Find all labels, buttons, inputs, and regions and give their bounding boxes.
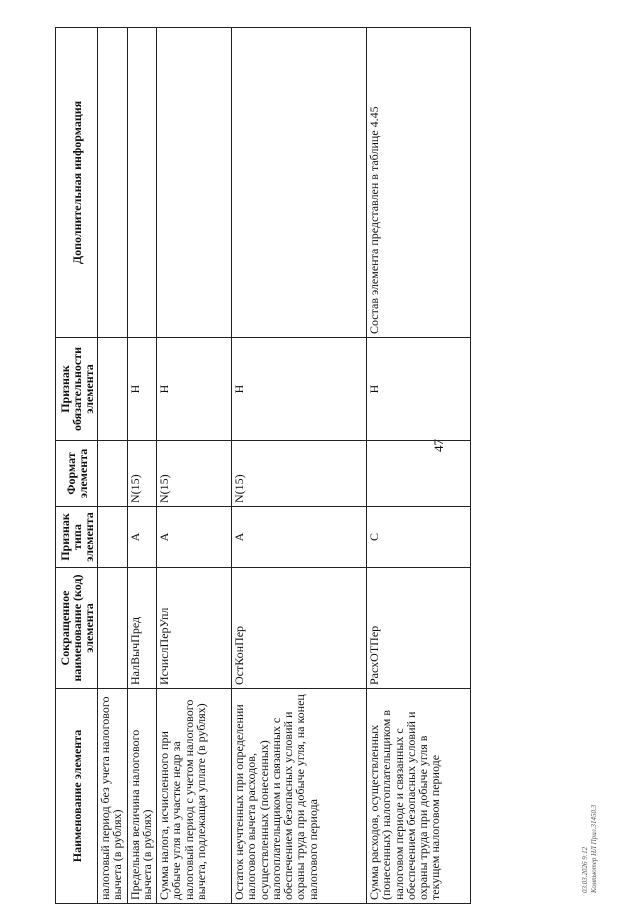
cell-info xyxy=(98,28,128,338)
cell-code: ИсчислПерУпл xyxy=(157,568,232,689)
cell-mandatory: Н xyxy=(232,338,367,441)
cell-format xyxy=(98,441,128,507)
elements-table xyxy=(55,27,471,904)
cell-format: N(15) xyxy=(232,441,367,507)
table-container xyxy=(55,28,470,904)
table-row xyxy=(128,28,157,904)
cell-name: налоговый период без учета налогового вычета (в рублях) xyxy=(98,689,128,904)
cell-mandatory: Н xyxy=(128,338,157,441)
table-row xyxy=(232,28,367,904)
footer-doc-ref: Компьютер НЛ Прил.31450.3 xyxy=(590,804,598,893)
cell-info xyxy=(128,28,157,338)
header-row xyxy=(56,28,98,904)
table-row xyxy=(157,28,232,904)
header-code: Сокращенное наименование (код) элемента xyxy=(56,568,98,689)
cell-mandatory: Н xyxy=(367,338,471,441)
cell-type: А xyxy=(128,507,157,568)
cell-format xyxy=(367,441,471,507)
header-info: Дополнительная информация xyxy=(56,28,98,338)
cell-name: Сумма расходов, осуществленных (понесенных) налогоплательщиком в налоговом периоде и связанных с обеспечением безопасных условий и охраны труда при добыче угля в текущем налоговом периоде xyxy=(367,689,471,904)
table-row xyxy=(367,28,471,904)
cell-format: N(15) xyxy=(157,441,232,507)
header-mandatory: Признак обязательности элемента xyxy=(56,338,98,441)
cell-mandatory: Н xyxy=(157,338,232,441)
cell-type: А xyxy=(232,507,367,568)
page-number: 47 xyxy=(431,439,446,452)
cell-name: Предельная величина налогового вычета (в рублях) xyxy=(128,689,157,904)
header-type: Признак типа элемента xyxy=(56,507,98,568)
footer-stamp xyxy=(581,773,599,893)
cell-type: С xyxy=(367,507,471,568)
cell-code: ОстКонПер xyxy=(232,568,367,689)
cell-code xyxy=(98,568,128,689)
cell-type xyxy=(98,507,128,568)
footer-date: 03.03.2026 9:12 xyxy=(581,846,589,893)
cell-mandatory xyxy=(98,338,128,441)
cell-name: Остаток неучтенных при определении налогового вычета расходов, осуществленных (понесенных) налогоплательщиком и связанных с обеспечением безопасных условий и охраны труда при добыче угля, на конец налогового периода xyxy=(232,689,367,904)
cell-code: НалВычПред xyxy=(128,568,157,689)
cell-format: N(15) xyxy=(128,441,157,507)
cell-info xyxy=(157,28,232,338)
cell-code: РасхОТПер xyxy=(367,568,471,689)
header-name: Наименование элемента xyxy=(56,689,98,904)
cell-name: Сумма налога, исчисленного при добыче угля на участке недр за налоговый период с учетом налогового вычета, подлежащая уплате (в рублях) xyxy=(157,689,232,904)
cell-info: Состав элемента представлен в таблице 4.45 xyxy=(367,28,471,338)
table-row xyxy=(98,28,128,904)
cell-type: А xyxy=(157,507,232,568)
cell-info xyxy=(232,28,367,338)
header-format: Формат элемента xyxy=(56,441,98,507)
